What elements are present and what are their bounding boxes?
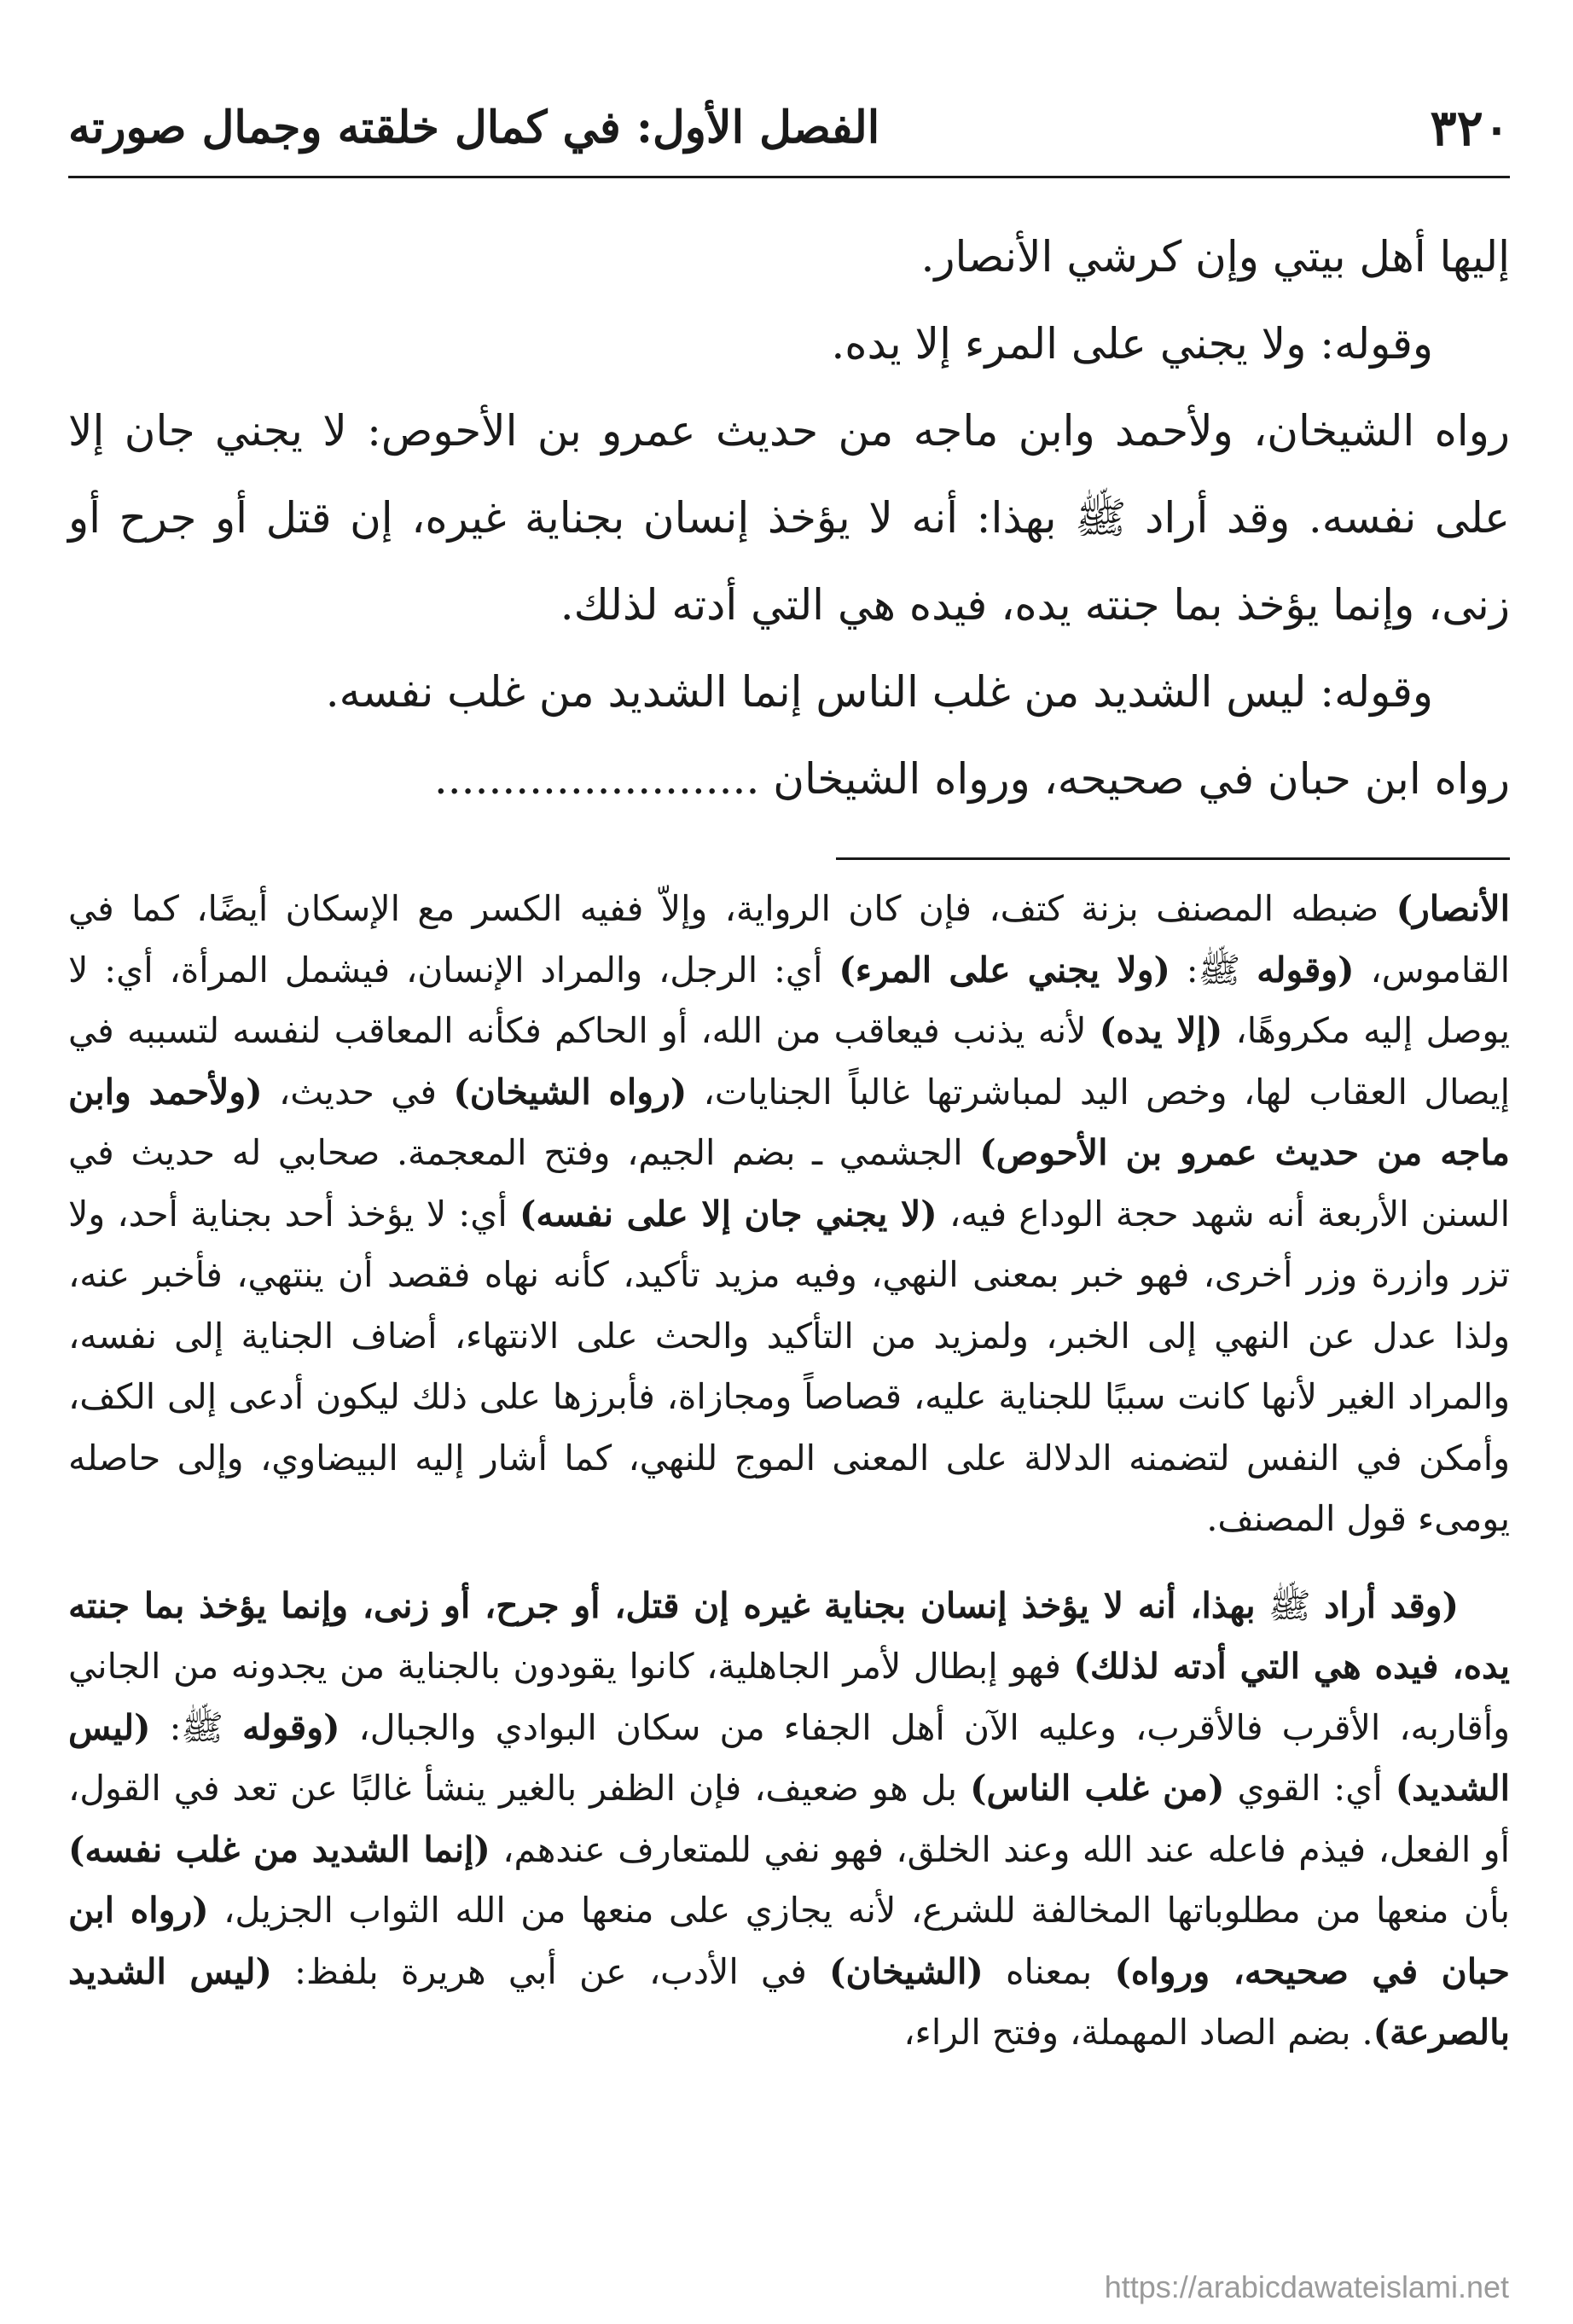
commentary-quote: (لا يجني جان إلا على نفسه) — [519, 1193, 937, 1235]
commentary-quote: (رواه ابن حبان في صحيحه، ورواه) — [68, 1890, 1510, 1992]
commentary-text: في حديث، — [262, 1071, 454, 1113]
main-paragraph: وقوله: ليس الشديد من غلب الناس إنما الشديد من غلب نفسه. — [325, 667, 1433, 717]
commentary-quote: الأنصار) — [1396, 888, 1510, 929]
commentary-text: ضبطه المصنف بزنة كتف، فإن كان الرواية، وإلاّ ففيه الكسر مع الإسكان أيضًا، كما في القاموس، — [68, 888, 1510, 991]
commentary-text: أي: لا يؤخذ أحد بجناية أحد، ولا تزر وازرة وزر أخرى، فهو خبر بمعنى النهي، وفيه مزيد تأكيد، كأنه نهاه فقصد أن ينتهي، فأخبر عنه، ولذا عدل عن النهي إلى الخبر، ولمزيد من التأكيد والحث على الانتهاء، أضاف الجناية إلى نفسه، والمراد الغير لأنها كانت سببًا للجناية عليه، قصاصاً ومجازاة، فأبرزها على ذلك ليكون أدعى إلى الكف، وأمكن في النفس لتضمنه الدلالة على المعنى الموج للنهي، كما أشار إليه البيضاوي، وإلى حاصله يومىء قول المصنف. — [68, 1193, 1510, 1539]
commentary-paragraph — [68, 879, 1510, 1550]
commentary-paragraph — [68, 1576, 1510, 2064]
commentary-text: بل هو ضعيف، فإن الظفر بالغير ينشأ غالبًا عن تعد في القول، أو الفعل، فيذم فاعله عند الله وعند الخلق، فهو نفي للمتعارف عندهم، — [68, 1768, 1510, 1870]
commentary-text: ﷺ: — [1170, 949, 1257, 991]
commentary-text: أي: القوي — [1224, 1768, 1396, 1809]
commentary-text: . بضم الصاد المهملة، وفتح الراء، — [903, 2012, 1373, 2053]
main-paragraph: وقوله: ولا يجني على المرء إلا يده. — [831, 319, 1433, 369]
commentary-quote: (إلا يده) — [1099, 1010, 1223, 1051]
commentary-quote: (ولأحمد وابن ماجه من حديث عمرو بن الأحوص) — [68, 1071, 1510, 1173]
main-paragraph: رواه الشيخان، ولأحمد وابن ماجه من حديث عمرو بن الأحوص: لا يجني جان إلا على نفسه. وقد أراد ﷺ بهذا: أنه لا يؤخذ إنسان بجناية غيره، إن قتل أو جرح أو زنى، وإنما يؤخذ بما جنته يده، فيده هي التي أدته لذلك. — [68, 406, 1510, 630]
ellipsis: ........................ — [433, 754, 760, 804]
commentary-text: بأن منعها من مطلوباتها المخالفة للشرع، لأنه يجازي على منعها من الله الثواب الجزيل، — [208, 1890, 1510, 1931]
commentary-text: أي: الرجل، والمراد الإنسان، فيشمل المرأة، أي: لا يوصل إليه مكروهًا، — [68, 949, 1510, 1051]
commentary-quote: (ليس الشديد) — [68, 1706, 1511, 1809]
footnote-rule — [836, 857, 1510, 860]
commentary-quote: (ولا يجني على المرء) — [839, 949, 1170, 991]
commentary-quote: (الشيخان) — [829, 1950, 984, 1992]
commentary-quote: (ليس الشديد بالصرعة) — [68, 1950, 1510, 2053]
commentary-text: بمعناه — [983, 1950, 1115, 1992]
commentary-text: الجشمي ـ بضم الجيم، وفتح المعجمة. صحابي له حديث في السنن الأربعة أنه شهد حجة الوداع فيه، — [68, 1132, 1510, 1235]
main-paragraph-text: رواه ابن حبان في صحيحه، ورواه الشيخان — [773, 754, 1510, 804]
commentary-quote: (وقوله — [1257, 949, 1355, 991]
running-title: الفصل الأول: في كمال خلقته وجمال صورته — [68, 102, 880, 154]
header-rule — [68, 176, 1510, 178]
commentary-text: في الأدب، عن أبي هريرة بلفظ: — [271, 1950, 830, 1992]
commentary-quote: (وقد أراد — [1324, 1584, 1459, 1626]
commentary-text: فهو إبطال لأمر الجاهلية، كانوا يقودون بالجناية من يجدونه من الجاني وأقاربه، الأقرب فالأقرب، وعليه الآن أهل الجفاء من سكان البوادي والجبال، — [68, 1646, 1510, 1748]
commentary — [68, 879, 1510, 2064]
main-text — [68, 213, 1510, 822]
commentary-text: ﷺ — [1255, 1584, 1325, 1626]
commentary-quote: (وقوله — [242, 1706, 340, 1748]
main-paragraph: إليها أهل بيتي وإن كرشي الأنصار. — [920, 232, 1510, 282]
commentary-quote: (رواه الشيخان) — [453, 1071, 688, 1113]
commentary-quote: (من غلب الناس) — [970, 1768, 1225, 1809]
watermark: https://arabicdawateislami.net — [1104, 2269, 1509, 2304]
commentary-quote: بهذا، أنه لا يؤخذ إنسان بجناية غيره إن قتل، أو جرح، أو زنى، وإنما يؤخذ بما جنته يده، فيده هي التي أدته لذلك) — [68, 1584, 1510, 1687]
page-header — [68, 94, 1510, 162]
main-paragraph-last — [68, 735, 1510, 822]
commentary-text: ﷺ: — [150, 1706, 243, 1748]
commentary-quote: (إنما الشديد من غلب نفسه) — [68, 1828, 490, 1870]
commentary-text: لأنه يذنب فيعاقب من الله، أو الحاكم فكأنه المعاقب لنفسه لتسببه في إيصال العقاب لها، وخص اليد لمباشرتها غالباً الجنايات، — [68, 1010, 1510, 1113]
page-number: ٣٢٠ — [1430, 99, 1510, 157]
